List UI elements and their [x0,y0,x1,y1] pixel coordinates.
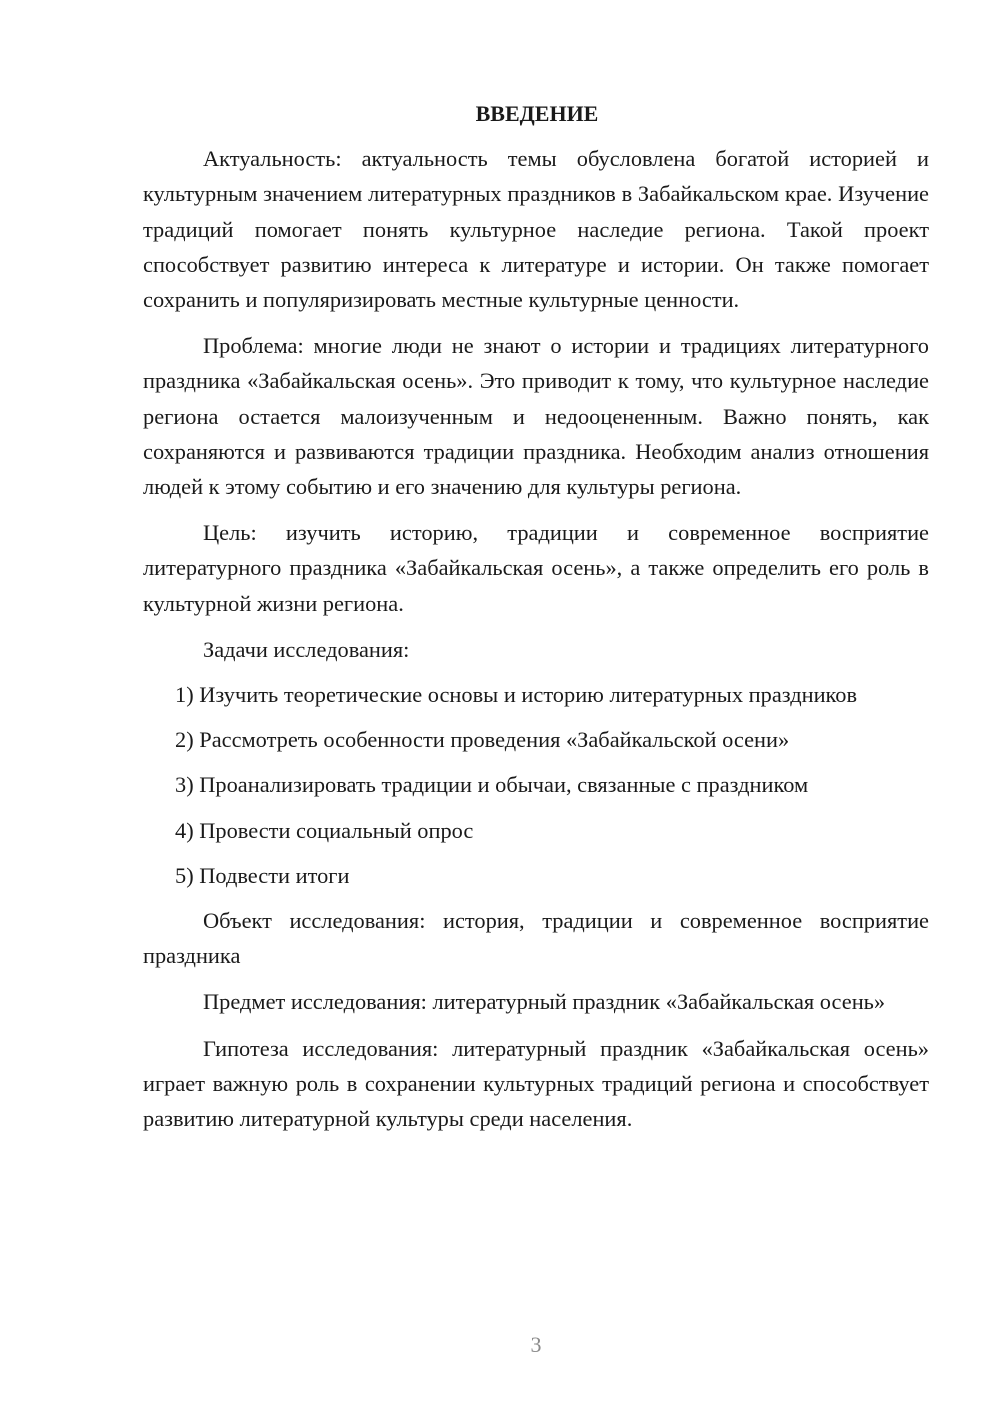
document-page [143,96,929,1147]
list-item: 2) Рассмотреть особенности проведения «Забайкальской осени» [175,727,790,753]
list-item: 5) Подвести итоги [175,862,350,888]
paragraph-problem: Проблема: многие люди не знают о истории и традициях литературного праздника «Забайкальская осень». Это приводит к тому, что культурное наследие региона остается малоизученным и недооцененным. Важно понять, как сохраняются и развиваются традиции праздника. Необходим анализ отношения людей к этому событию и его значению для культуры региона. [143,333,929,500]
page-number: 3 [530,1332,542,1357]
paragraph-object: Объект исследования: история, традиции и современное восприятие праздника [143,908,929,969]
list-item: 4) Провести социальный опрос [175,817,474,843]
list-item: 3) Проанализировать традиции и обычаи, связанные с праздником [175,772,809,798]
paragraph-hypothesis: Гипотеза исследования: литературный праздник «Забайкальская осень» играет важную роль в сохранении культурных традиций региона и способствует развитию литературной культуры среди населения. [143,1035,929,1132]
section-heading: ВВЕДЕНИЕ [475,101,599,126]
paragraph-subject: Предмет исследования: литературный праздник «Забайкальская осень» [203,989,886,1015]
list-item: 1) Изучить теоретические основы и историю литературных праздников [175,682,858,708]
paragraph-relevance: Актуальность: актуальность темы обусловлена богатой историей и культурным значением литературных праздников в Забайкальском крае. Изучение традиций помогает понять культурное наследие региона. Такой проект способствует развитию интереса к литературе и истории. Он также помогает сохранить и популяризировать местные культурные ценности. [143,146,929,313]
tasks-list [143,677,929,893]
paragraph-goal: Цель: изучить историю, традиции и современное восприятие литературного праздника «Забайкальская осень», а также определить его роль в культурной жизни региона. [143,520,929,616]
paragraph-tasks-intro: Задачи исследования: [203,636,410,662]
